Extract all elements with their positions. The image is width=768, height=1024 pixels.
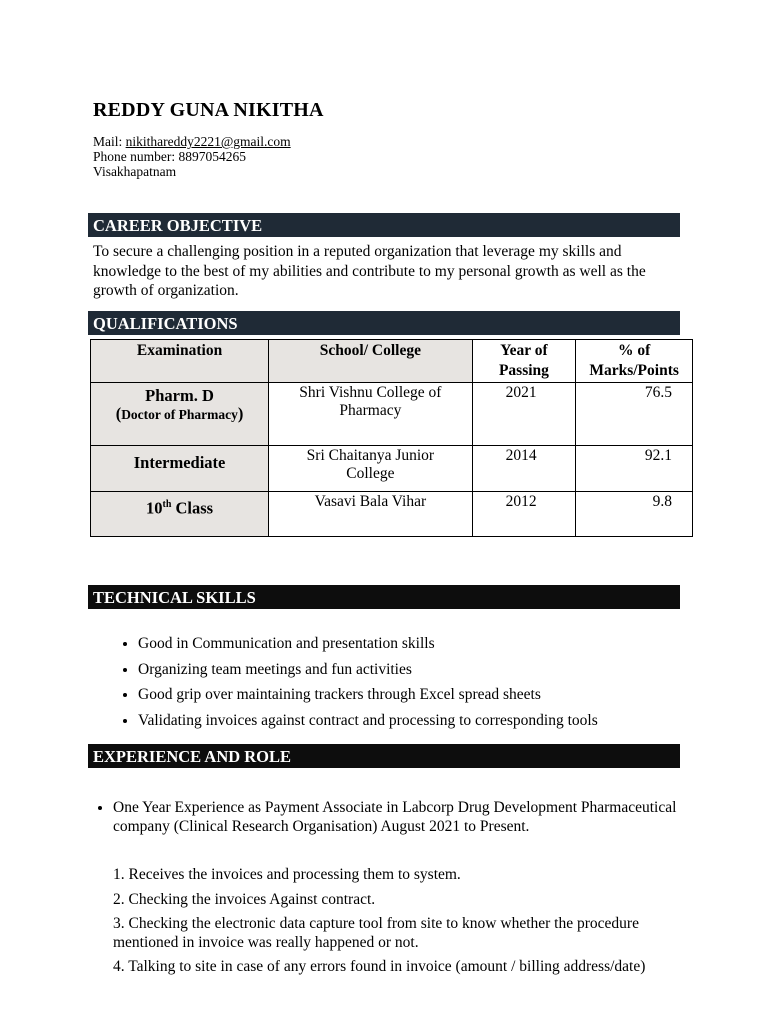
header-percentage: % of Marks/Points <box>576 340 693 383</box>
list-item: • Organizing team meetings and fun activities <box>138 660 598 686</box>
exam-cell: Pharm. D (Doctor of Pharmacy) <box>91 383 269 446</box>
section-header-qualifications: QUALIFICATIONS <box>88 311 680 335</box>
step-item: 3. Checking the electronic data capture tool from site to know whether the procedure mentioned in invoice was really happened or not. <box>113 915 639 951</box>
qualifications-table <box>90 339 693 537</box>
step-item: 2. Checking the invoices Against contract. <box>113 890 376 908</box>
table-row <box>91 446 693 492</box>
header-examination: Examination <box>91 340 269 383</box>
mail-label: Mail: <box>93 134 126 149</box>
email-link[interactable]: nikithareddy2221@gmail.com <box>125 134 291 149</box>
mail-line <box>93 134 291 149</box>
list-item: • Validating invoices against contract and processing to corresponding tools <box>138 711 598 737</box>
skills-list <box>110 634 598 736</box>
table-row <box>91 492 693 537</box>
year-cell: 2014 <box>472 446 576 492</box>
percentage-cell: 92.1 <box>576 446 693 492</box>
candidate-name: REDDY GUNA NIKITHA <box>93 99 324 121</box>
percentage-cell: 76.5 <box>576 383 693 446</box>
step-item: 1. Receives the invoices and processing them to system. <box>113 866 461 883</box>
list-item: • One Year Experience as Payment Associate in Labcorp Drug Development Pharmaceutical company (Clinical Research Organisation) August 2021 to Present. <box>113 799 713 836</box>
experience-steps <box>113 866 703 983</box>
table-row <box>91 383 693 446</box>
objective-text: To secure a challenging position in a reputed organization that leverage my skills and knowledge to the best of my abilities and contribute to my personal growth as well as the growth of organization. <box>93 243 646 299</box>
step-item: 4. Talking to site in case of any errors found in invoice (amount / billing address/date) <box>113 958 646 975</box>
section-header-career-objective: CAREER OBJECTIVE <box>88 213 680 237</box>
table-header-row <box>91 340 693 383</box>
header-year: Year of Passing <box>472 340 576 383</box>
list-item: • Good grip over maintaining trackers through Excel spread sheets <box>138 685 598 711</box>
school-cell: Vasavi Bala Vihar <box>269 492 473 537</box>
section-header-technical-skills: TECHNICAL SKILLS <box>88 585 680 609</box>
year-cell: 2012 <box>472 492 576 537</box>
exam-cell: Intermediate <box>91 446 269 492</box>
list-item: • Good in Communication and presentation skills <box>138 634 598 660</box>
experience-list <box>86 799 713 836</box>
exam-cell: 10th Class <box>91 492 269 537</box>
school-cell: Sri Chaitanya Junior College <box>269 446 473 492</box>
phone-line: Phone number: 8897054265 <box>93 149 246 164</box>
location-line: Visakhapatnam <box>93 164 177 179</box>
header-school: School/ College <box>269 340 473 383</box>
school-cell: Shri Vishnu College of Pharmacy <box>269 383 473 446</box>
year-cell: 2021 <box>472 383 576 446</box>
section-header-experience: EXPERIENCE AND ROLE <box>88 744 680 768</box>
percentage-cell: 9.8 <box>576 492 693 537</box>
contact-block <box>93 134 291 179</box>
